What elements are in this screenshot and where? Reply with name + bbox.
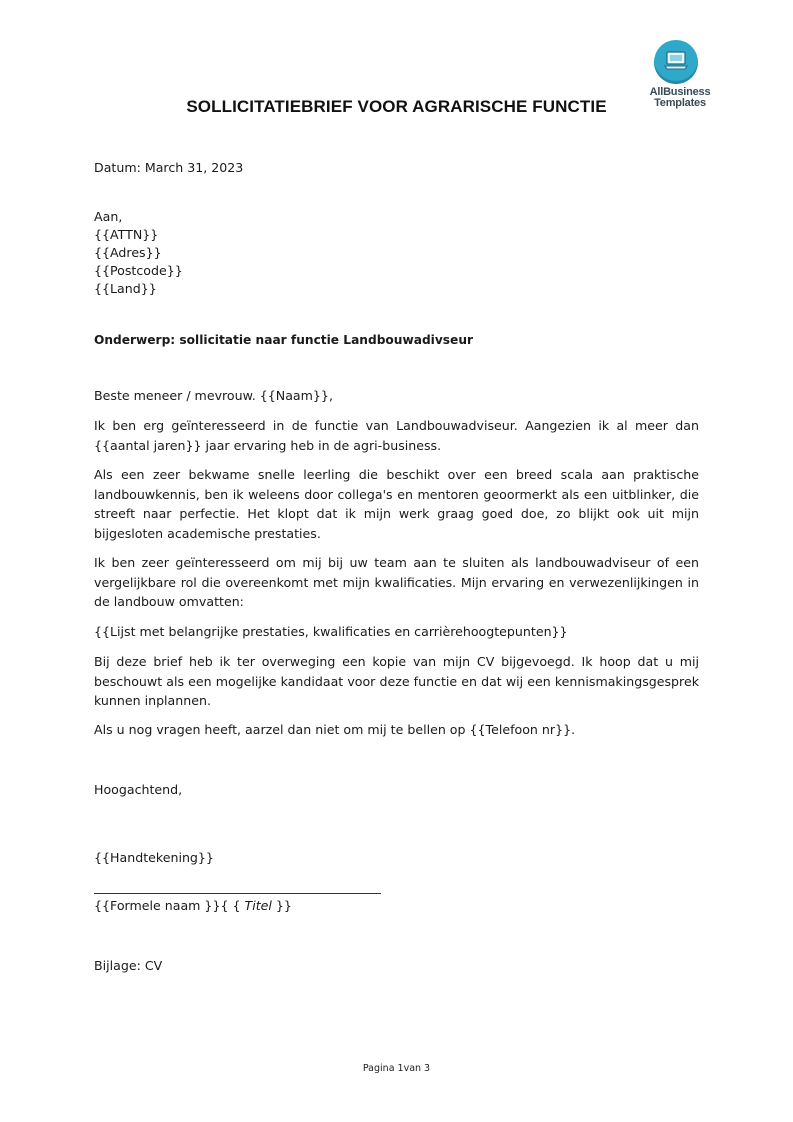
paragraph-1: Ik ben erg geïnteresseerd in de functie van Landbouwadviseur. Aangezien ik al meer dan {{aantal jaren}} jaar ervaring heb in de agri-business. xyxy=(94,418,699,453)
subject-line: Onderwerp: sollicitatie naar functie Landbouwadivseur xyxy=(94,333,474,347)
address-line-attn: {{ATTN}} xyxy=(94,227,159,242)
formal-name-line xyxy=(94,896,699,916)
address-line-1: Aan, xyxy=(94,209,123,224)
paragraph-4: {{Lijst met belangrijke prestaties, kwalificaties en carrièrehoogtepunten}} xyxy=(94,624,568,639)
paragraph-6: Als u nog vragen heeft, aarzel dan niet om mij te bellen op {{Telefoon nr}}. xyxy=(94,722,576,737)
address-line-postcode: {{Postcode}} xyxy=(94,263,183,278)
logo-text-line2: Templates xyxy=(654,97,706,109)
paragraph-5: Bij deze brief heb ik ter overweging een kopie van mijn CV bijgevoegd. Ik hoop dat u mij beschouwt als een mogelijke kandidaat voor deze functie en dat wij een kennismakingsgesprek kunnen inplannen. xyxy=(94,654,699,708)
page-number: Pagina 1van 3 xyxy=(362,1063,431,1074)
address-line-adres: {{Adres}} xyxy=(94,245,162,260)
title-placeholder: Titel xyxy=(244,898,272,913)
date-line: Datum: March 31, 2023 xyxy=(94,160,244,175)
address-line-land: {{Land}} xyxy=(94,281,157,296)
closing: Hoogachtend, xyxy=(94,782,183,797)
enclosure: Bijlage: CV xyxy=(94,958,163,973)
signature-placeholder: {{Handtekening}} xyxy=(94,850,214,865)
laptop-icon xyxy=(654,40,698,84)
paragraph-2: Als een zeer bekwame snelle leerling die beschikt over een breed scala aan praktische landbouwkennis, ben ik weleens door collega's en mentoren geoormerkt als een uitblinker, die streeft naar perfectie. Het klopt dat ik mijn werk graag goed doe, zo blijkt ook uit mijn bijgesloten academische prestaties. xyxy=(94,467,699,541)
formal-name-prefix: {{Formele naam }}{ { xyxy=(94,898,245,913)
document-title: SOLLICITATIEBRIEF VOOR AGRARISCHE FUNCTIE xyxy=(186,97,607,116)
formal-name-suffix: }} xyxy=(271,898,292,913)
paragraph-3: Ik ben zeer geïnteresseerd om mij bij uw team aan te sluiten als landbouwadviseur of een vergelijkbare rol die overeenkomt met mijn kwalificaties. Mijn ervaring en verwezenlijkingen in de landbouw omvatten: xyxy=(94,555,699,609)
logo-text-line1: AllBusiness xyxy=(649,86,711,98)
salutation: Beste meneer / mevrouw. {{Naam}}, xyxy=(94,388,333,403)
signature-line xyxy=(94,893,381,894)
